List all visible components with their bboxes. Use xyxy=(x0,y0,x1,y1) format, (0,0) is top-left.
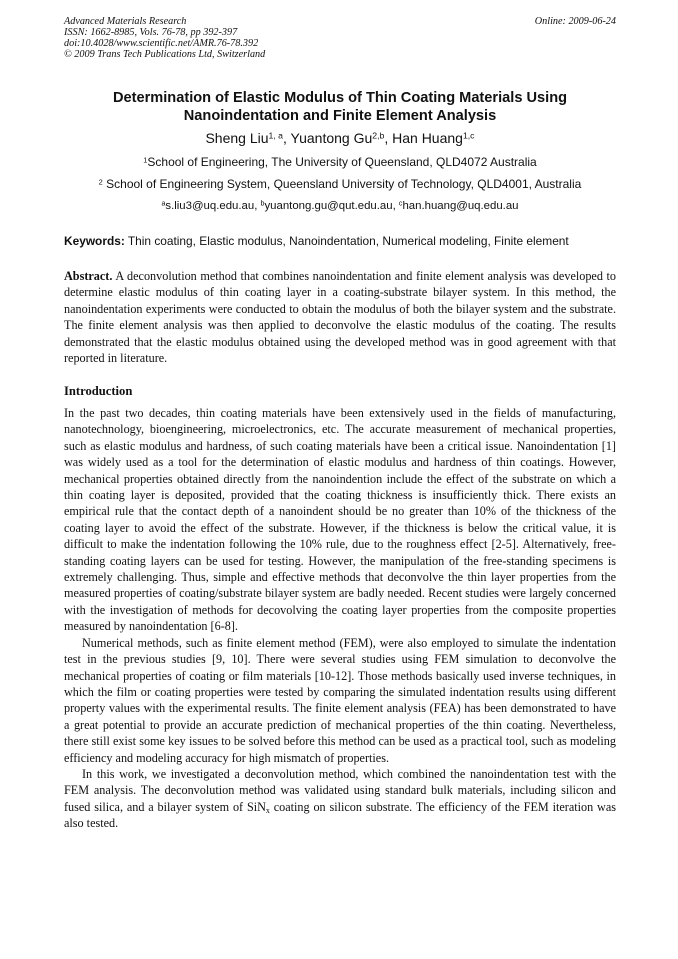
author-affiliation-mark: 1, a xyxy=(268,130,283,141)
journal-header xyxy=(64,16,616,60)
author-affiliation-mark: 2,b xyxy=(372,130,385,141)
paragraph: In this work, we investigated a deconvolution method, which combined the nanoindentation test with the FEM analysis. The deconvolution method was validated using standard bulk materials, including silicon and fused silica, and a bilayer system of SiN$_x$ coating on silicon substrate. The efficiency of the FEM iteration was also tested. xyxy=(64,766,616,831)
author-emails: $^a$s.liu3@uq.edu.au, $^b$yuantong.gu@qut.edu.au, $^c$han.huang@uq.edu.au xyxy=(161,200,519,212)
author-list: Sheng Liu$^{1, a}$, Yuantong Gu$^{2,b}$, Han Huang$^{1,c}$ xyxy=(205,130,475,146)
affiliation-2: $^2$ School of Engineering System, Queensland University of Technology, QLD4001, Australia xyxy=(98,177,582,191)
copyright-line: © 2009 Trans Tech Publications Ltd, Switzerland xyxy=(64,49,266,60)
paper-title xyxy=(64,89,616,125)
abstract-label: Abstract. xyxy=(64,269,113,283)
journal-name: Advanced Materials Research xyxy=(64,16,187,27)
keywords-text: Thin coating, Elastic modulus, Nanoindentation, Numerical modeling, Finite element xyxy=(124,234,569,248)
author-name: Yuantong Gu xyxy=(290,130,373,146)
author-name: Sheng Liu xyxy=(205,130,269,146)
author-affiliation-mark: 1,c xyxy=(462,130,475,141)
keywords-label: Keywords: xyxy=(64,234,125,248)
section-heading-introduction: Introduction xyxy=(64,384,133,398)
abstract xyxy=(64,268,616,366)
affiliation-1: $^1$School of Engineering, The University of Queensland, QLD4072 Australia xyxy=(143,155,537,169)
paragraph: In the past two decades, thin coating materials have been extensively used in the fields of manufacturing, nanotechnology, bioengineering, microelectronics, etc. The accurate measurement of mechanical properties, such as elastic modulus and hardness, of such coating materials have been a critical issue. Nanoindentation [1] was widely used as a tool for the determination of elastic modulus and hardness of thin coatings. However, mechanical properties obtained directly from the nanoindention include the effect of the substrate on which a thin coating layer is deposited, provided that the coating thickness is insufficiently thick. There exists an empirical rule that the contact depth of a nanoindent should be no greater than 10% of the thickness of the coating layer to avoid the effect of the substrate. However, if the thickness is below the critical value, it is difficult to make the indentation following the 10% rule, due to the roughness effect [2-5]. Alternatively, free-standing coating layers can be used for testing. However, the manipulation of the free-standing specimens is extremely challenging. Thus, simple and effective methods that deconvolve the thin layer properties from the measured properties of coating/substrate bilayer system are badly needed. Recent studies were largely concerned with the investigation of methods for decovolving the coating layer properties from the composite properties measured by nanoindentation [6-8]. xyxy=(64,406,616,634)
title-line-2: Nanoindentation and Finite Element Analysis xyxy=(183,108,497,124)
keywords xyxy=(64,234,616,249)
author-name: Han Huang xyxy=(392,130,463,146)
issn-line: ISSN: 1662-8985, Vols. 76-78, pp 392-397 xyxy=(64,27,238,38)
online-date: Online: 2009-06-24 xyxy=(534,16,616,27)
abstract-text: A deconvolution method that combines nanoindentation and finite element analysis was developed to determine elastic modulus of thin coating layer in a coating-substrate bilayer system. In this method, the nanoindentation experiments were conducted to obtain the modulus of both the bilayer system and the substrate. The finite element analysis was then applied to deconvolve the elastic modulus of the coating. The results demonstrated that the elastic modulus obtained using the developed method was in good agreement with that reported in literature. xyxy=(64,269,616,366)
paragraph: Numerical methods, such as finite element method (FEM), were also employed to simulate the indentation test in the previous studies [9, 10]. There were several studies using FEM simulation to deconvolve the mechanical properties of coating or film materials [10-12]. Those methods basically used inverse techniques, in which the film or coating properties were tested by comparing the simulated indentation results using different property values with the experimental results. The finite element analysis (FEA) has been demonstrated to have a great potential to provide an accurate prediction of mechanical properties of the thin coating. Nevertheless, there still exist some key issues to be solved before this method can be used as a practical tool, such as modeling efficiency and modeling accuracy for high mismatch of properties. xyxy=(64,635,616,765)
title-line-1: Determination of Elastic Modulus of Thin Coating Materials Using xyxy=(112,90,568,106)
introduction-body xyxy=(64,405,616,832)
doi-line: doi:10.4028/www.scientific.net/AMR.76-78.392 xyxy=(64,38,259,49)
